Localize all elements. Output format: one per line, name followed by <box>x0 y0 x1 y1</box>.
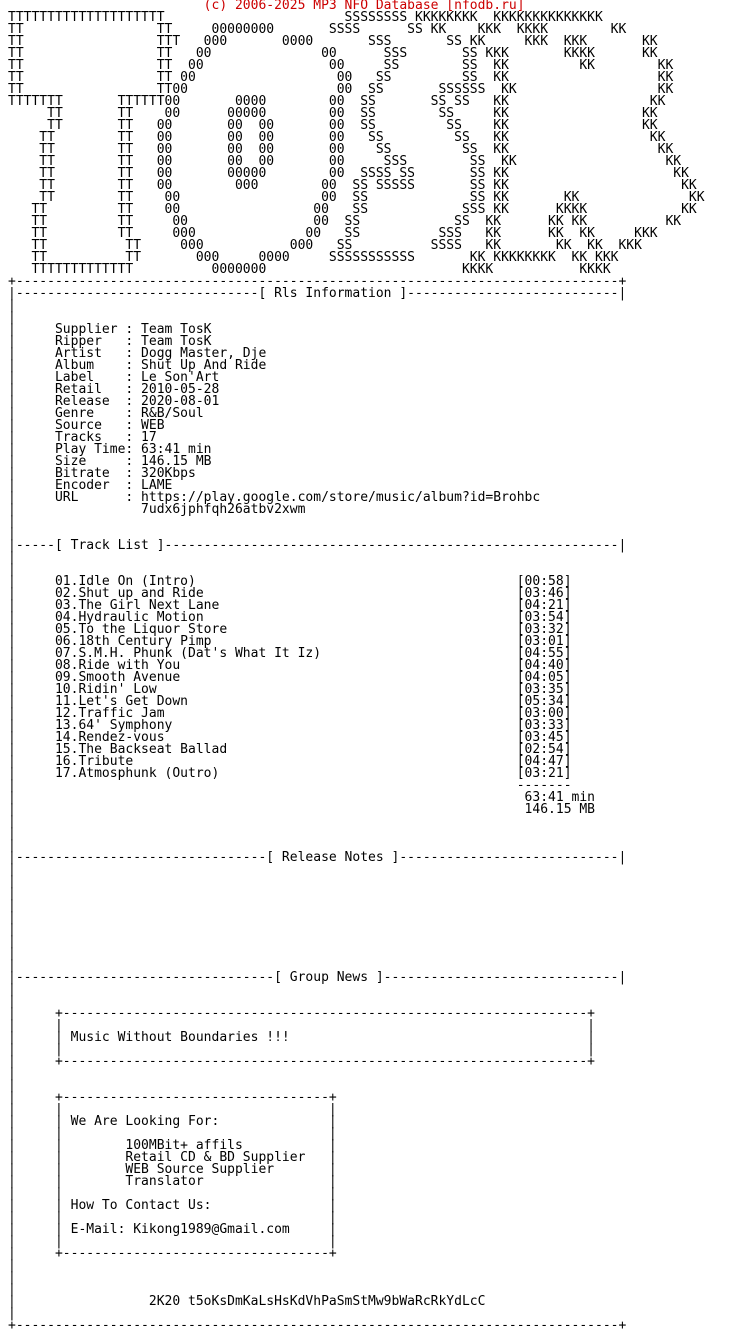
blank-line: | <box>8 934 16 949</box>
section-line: | Album : Shut Up And Ride <box>8 358 267 373</box>
section-line: | Source : WEB <box>8 418 165 433</box>
section-line: | <box>8 1282 16 1297</box>
section-line: | <box>8 1258 16 1273</box>
section-line: | | E-Mail: Kikong1989@Gmail.com | <box>8 1222 337 1237</box>
logo-line: TT TT00 00 SS SSSSSS KK KK <box>8 82 674 97</box>
logo-line: TT TT 00 00 SS SS KK KK KK <box>8 58 674 73</box>
blank-line: | <box>8 874 16 889</box>
section-line: | +-------------------------------------------------------------------+ <box>8 1054 595 1069</box>
blank-line: | <box>8 514 16 529</box>
logo-line: TT TT 000 000 SS SSSS KK KK KK KKK <box>8 238 642 253</box>
section-line: | Genre : R&B/Soul <box>8 406 204 421</box>
section-line: | +-------------------------------------------------------------------+ <box>8 1006 595 1021</box>
section-line: | Ripper : Team TosK <box>8 334 212 349</box>
logo-line: TT TT 00 00 00 00 SS SS KK KK <box>8 130 666 145</box>
section-line: | Artist : Dogg Master, Dje <box>8 346 267 361</box>
section-line: | | Music Without Boundaries !!! | <box>8 1030 595 1045</box>
section-line: | URL : https://play.google.com/store/music/album?id=Brohbc <box>8 490 541 505</box>
blank-line: | <box>8 838 16 853</box>
blank-line: | <box>8 910 16 925</box>
nfodb-copyright-header: (c) 2006-2025 MP3 NFO Database [nfodb.ru] <box>8 0 525 13</box>
section-line: | | | <box>8 1126 337 1141</box>
section-track-list <box>8 540 705 852</box>
blank-line: | <box>8 982 16 997</box>
blank-line: | <box>8 526 16 541</box>
section-line: | 11.Let's Get Down [05:34] <box>8 694 572 709</box>
logo-line: TTTTTTTTTTTTT 0000000 KKKK KKKK <box>8 262 611 277</box>
section-line: | 01.Idle On (Intro) [00:58] <box>8 574 572 589</box>
section-rule: |--------------------------------[ Release Notes ]----------------------------| <box>8 850 627 865</box>
logo-line: TT TT 00 00000 00 SS SS KK KK <box>8 106 658 121</box>
blank-line: | <box>8 1306 16 1321</box>
section-line: | Encoder : LAME <box>8 478 173 493</box>
logo-line: TT TT 000 0000 SSSSSSSSSSS KK KKKKKKKK KK KKK <box>8 250 619 265</box>
section-line: | 13.64' Symphony [03:33] <box>8 718 572 733</box>
section-line: | Release : 2020-08-01 <box>8 394 220 409</box>
blank-line: | <box>8 922 16 937</box>
section-line: | | | <box>8 1042 595 1057</box>
section-line: | <box>8 1270 16 1285</box>
section-rule: |-------------------------------[ Rls Information ]---------------------------| <box>8 286 627 301</box>
section-line: | 03.The Girl Next Lane [04:21] <box>8 598 572 613</box>
section-line: | Play Time: 63:41 min <box>8 442 212 457</box>
section-line: | 63:41 min <box>8 790 595 805</box>
section-line: | | | <box>8 1186 337 1201</box>
section-line: | Label : Le Son'Art <box>8 370 220 385</box>
logo-line: TT TT 00 000 00 SS SSSSS SS KK KK <box>8 178 697 193</box>
blank-line: | <box>8 814 16 829</box>
logo-line: TT TT 00000000 SSSS SS KK KKK KKKK KK <box>8 22 627 37</box>
logo-line: TT TT 00 00 SS SS KK KK KK KK <box>8 214 682 229</box>
blank-line: | <box>8 898 16 913</box>
section-line: | <box>8 1066 16 1081</box>
logo-line: TTTTTTTTTTTTTTTTTTTT SSSSSSSS KKKKKKKK KKKKKKKKKKKKKK <box>8 10 603 25</box>
blank-line: | <box>8 550 16 565</box>
section-line: | 7udx6jphfqh26atbv2xwm <box>8 502 306 517</box>
logo-line: TT TT 00 00 00 00 SS SS KK KK <box>8 142 674 157</box>
section-line: | 146.15 MB <box>8 802 595 817</box>
section-line: | 16.Tribute [04:47] <box>8 754 572 769</box>
section-line: | 06.18th Century Pimp [03:01] <box>8 634 572 649</box>
logo-line: TT TT 000 00 SS SSS KK KK KK KKK <box>8 226 658 241</box>
section-line: | 07.S.M.H. Phunk (Dat's What It Iz) [04:55] <box>8 646 572 661</box>
section-line: | | 100MBit+ affils | <box>8 1138 337 1153</box>
section-line: | 05.To the Liquor Store [03:32] <box>8 622 572 637</box>
nfo-sections <box>8 288 705 1320</box>
logo-line: TT TT 00 00 SS SS KK KK <box>8 70 674 85</box>
section-line: | | | <box>8 1234 337 1249</box>
blank-line: | <box>8 946 16 961</box>
section-line: | Size : 146.15 MB <box>8 454 212 469</box>
section-line: | Retail : 2010-05-28 <box>8 382 220 397</box>
blank-line: | <box>8 862 16 877</box>
section-line: | | How To Contact Us: | <box>8 1198 337 1213</box>
box-top-border: +-----------------------------------------------------------------------------+ <box>8 274 627 289</box>
section-group-news <box>8 972 705 1320</box>
section-line: | | Translator | <box>8 1174 337 1189</box>
section-rule: |-----[ Track List ]----------------------------------------------------------| <box>8 538 627 553</box>
logo-line: TT TTT 000 0000 SSS SS KK KKK KKK KK <box>8 34 658 49</box>
section-line: | Bitrate : 320Kbps <box>8 466 196 481</box>
blank-line: | <box>8 562 16 577</box>
blank-line: | <box>8 310 16 325</box>
logo-line: TT TT 00 00000 00 SSSS SS SS KK KK <box>8 166 689 181</box>
section-rule: |---------------------------------[ Group News ]------------------------------| <box>8 970 627 985</box>
blank-line: | <box>8 994 16 1009</box>
section-line: | 12.Traffic Jam [03:00] <box>8 706 572 721</box>
section-line: | 08.Ride with You [04:40] <box>8 658 572 673</box>
section-line: | | WEB Source Supplier | <box>8 1162 337 1177</box>
blank-line: | <box>8 826 16 841</box>
section-rls-information <box>8 288 705 540</box>
section-line: | 10.Ridin' Low [03:35] <box>8 682 572 697</box>
section-line: | 02.Shut up and Ride [03:46] <box>8 586 572 601</box>
section-line: | | | <box>8 1210 337 1225</box>
blank-line: | <box>8 958 16 973</box>
section-line: | +----------------------------------+ <box>8 1090 337 1105</box>
logo-line: TT TT 00 00 SSS SS KKK KKKK KK <box>8 46 658 61</box>
section-line: | ------- <box>8 778 572 793</box>
blank-line: | <box>8 298 16 313</box>
section-line: | +----------------------------------+ <box>8 1246 337 1261</box>
section-line: | 04.Hydraulic Motion [03:54] <box>8 610 572 625</box>
section-line: | 14.Rendez-vous [03:45] <box>8 730 572 745</box>
nfo-text <box>8 0 705 1332</box>
section-line: | 17.Atmosphunk (Outro) [03:21] <box>8 766 572 781</box>
blank-line: | <box>8 886 16 901</box>
section-line: | | We Are Looking For: | <box>8 1114 337 1129</box>
section-line: | Supplier : Team TosK <box>8 322 212 337</box>
box-bottom-border: +-----------------------------------------------------------------------------+ <box>8 1318 627 1333</box>
section-line: | | | <box>8 1102 337 1117</box>
section-line: | 09.Smooth Avenue [04:05] <box>8 670 572 685</box>
section-line: | 2K20 t5oKsDmKaLsHsKdVhPaSmStMw9bWaRcRkYdLcC <box>8 1294 486 1309</box>
section-line: | | Retail CD & BD Supplier | <box>8 1150 337 1165</box>
logo-line: TT TT 00 00 00 00 SSS SS KK KK <box>8 154 682 169</box>
section-line: | Tracks : 17 <box>8 430 157 445</box>
section-line: | 15.The Backseat Ballad [02:54] <box>8 742 572 757</box>
ascii-logo <box>8 12 705 276</box>
section-line: | | | <box>8 1018 595 1033</box>
section-release-notes <box>8 852 705 972</box>
section-line: | <box>8 1078 16 1093</box>
logo-line: TT TT 00 00 00 00 SS SS KK KK <box>8 118 658 133</box>
logo-line: TTTTTTT TTTTTT00 0000 00 SS SS SS KK KK <box>8 94 666 109</box>
logo-line: TT TT 00 00 SS SSS KK KKKK KK <box>8 202 697 217</box>
logo-line: TT TT 00 00 SS SS KK KK KK <box>8 190 705 205</box>
